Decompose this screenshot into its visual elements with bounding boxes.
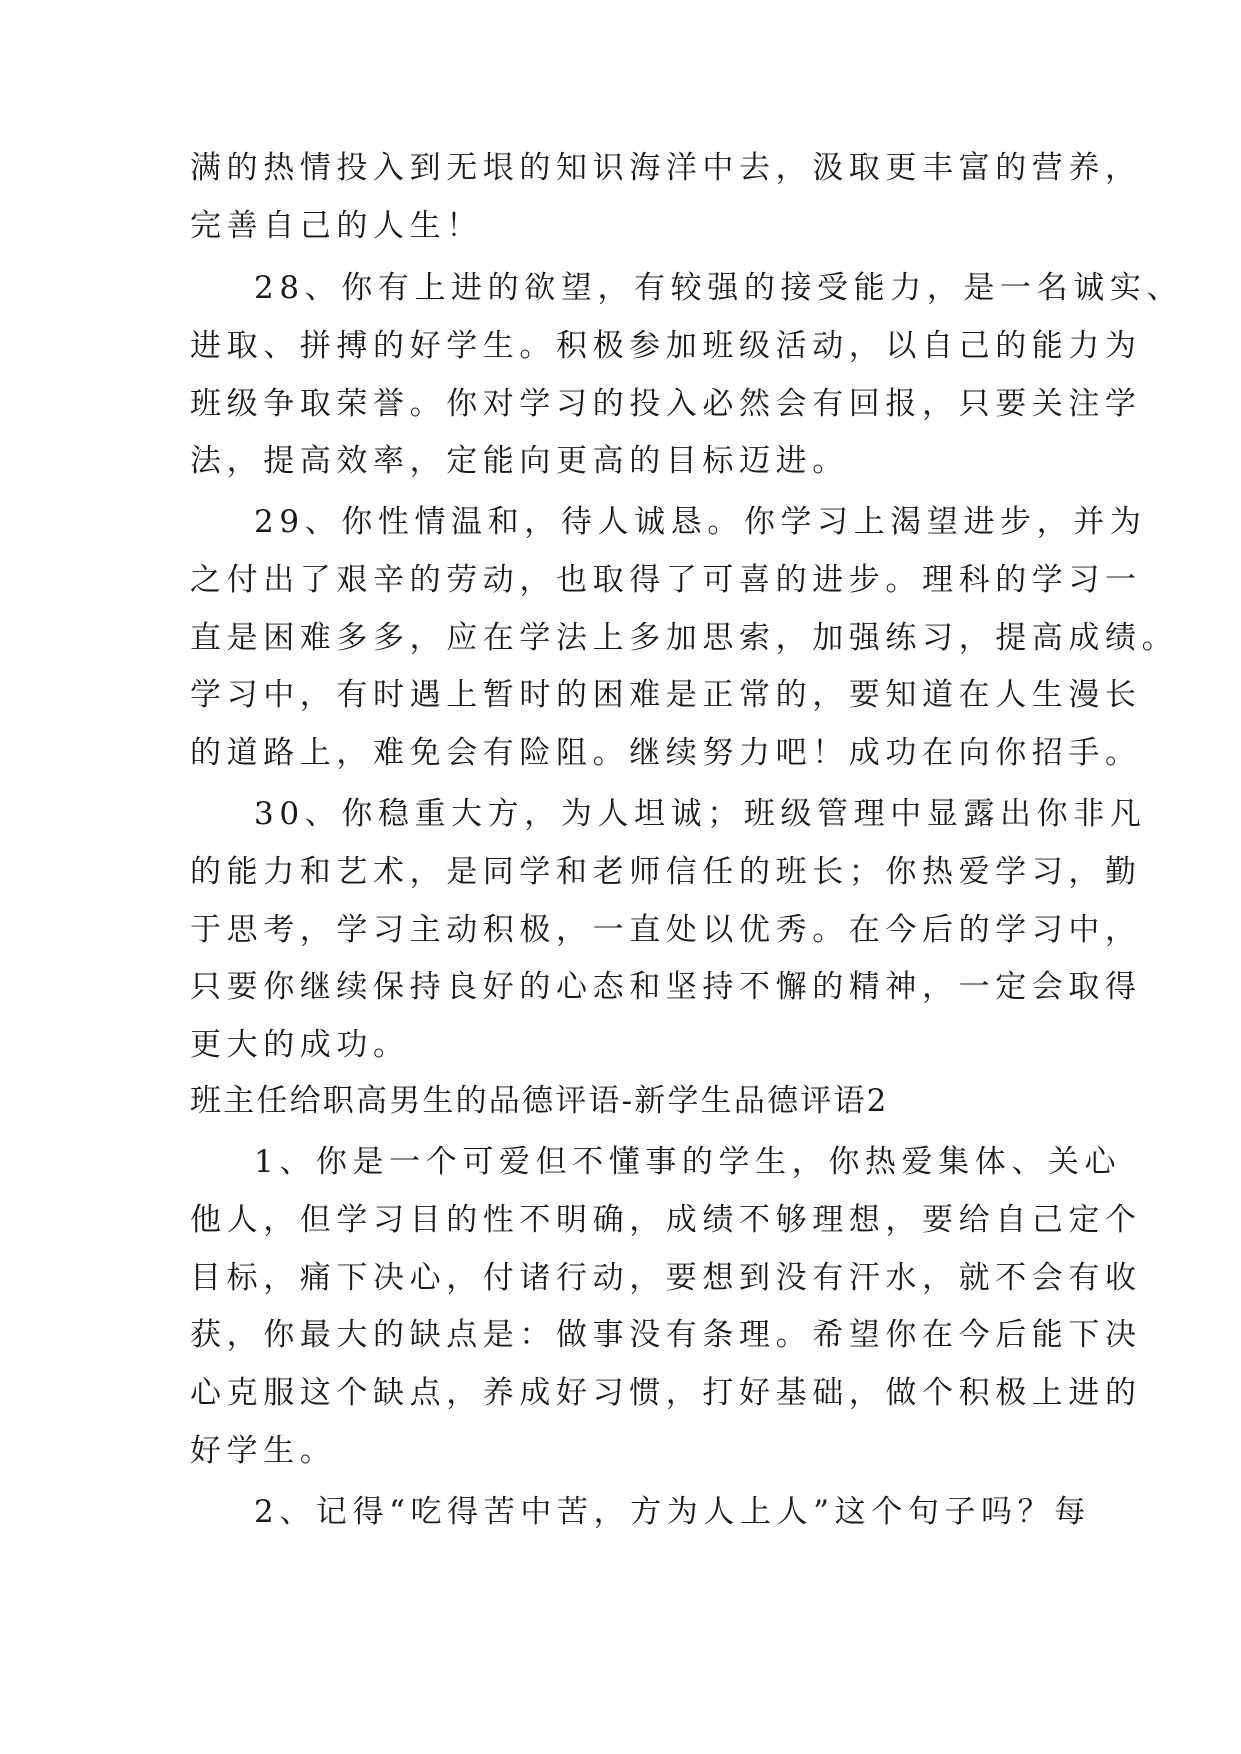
text-line: 完善自己的人生！ (190, 208, 483, 244)
paragraph-28-line: 28、你有上进的欲望，有较强的接受能力，是一名诚实、 (254, 270, 1184, 306)
paragraph-30-line: 30、你稳重大方，为人坦诚；班级管理中显露出你非凡 (254, 796, 1147, 832)
text-line: 学习中，有时遇上暂时的困难是正常的，要知道在人生漫长 (190, 677, 1142, 713)
paragraph-2-line: 2、记得“吃得苦中苦，方为人上人”这个句子吗？每 (254, 1494, 1091, 1530)
paragraph-1-line: 1、你是一个可爱但不懂事的学生，你热爱集体、关心 (254, 1144, 1122, 1180)
text-line: 好学生。 (190, 1433, 337, 1469)
text-line: 获，你最大的缺点是：做事没有条理。希望你在今后能下决 (190, 1317, 1142, 1353)
section-heading: 班主任给职高男生的品德评语-新学生品德评语2 (190, 1083, 889, 1119)
text-line: 班级争取荣誉。你对学习的投入必然会有回报，只要关注学 (190, 386, 1142, 422)
text-line: 于思考，学习主动积极，一直处以优秀。在今后的学习中， (190, 912, 1142, 948)
text-line: 他人，但学习目的性不明确，成绩不够理想，要给自己定个 (190, 1202, 1142, 1238)
text-line: 之付出了艰辛的劳动，也取得了可喜的进步。理科的学习一 (190, 562, 1142, 598)
text-line: 目标，痛下决心，付诸行动，要想到没有汗水，就不会有收 (190, 1260, 1142, 1296)
text-line: 满的热情投入到无垠的知识海洋中去，汲取更丰富的营养， (190, 150, 1142, 186)
text-line: 更大的成功。 (190, 1027, 410, 1063)
text-line: 直是困难多多，应在学法上多加思索，加强练习，提高成绩。 (190, 620, 1179, 656)
text-line: 法，提高效率，定能向更高的目标迈进。 (190, 443, 849, 479)
text-line: 的能力和艺术，是同学和老师信任的班长；你热爱学习，勤 (190, 854, 1142, 890)
text-line: 只要你继续保持良好的心态和坚持不懈的精神，一定会取得 (190, 969, 1142, 1005)
text-line: 心克服这个缺点，养成好习惯，打好基础，做个积极上进的 (190, 1375, 1142, 1411)
paragraph-29-line: 29、你性情温和，待人诚恳。你学习上渴望进步，并为 (254, 504, 1147, 540)
text-line: 的道路上，难免会有险阻。继续努力吧！成功在向你招手。 (190, 735, 1142, 771)
text-line: 进取、拼搏的好学生。积极参加班级活动，以自己的能力为 (190, 328, 1142, 364)
